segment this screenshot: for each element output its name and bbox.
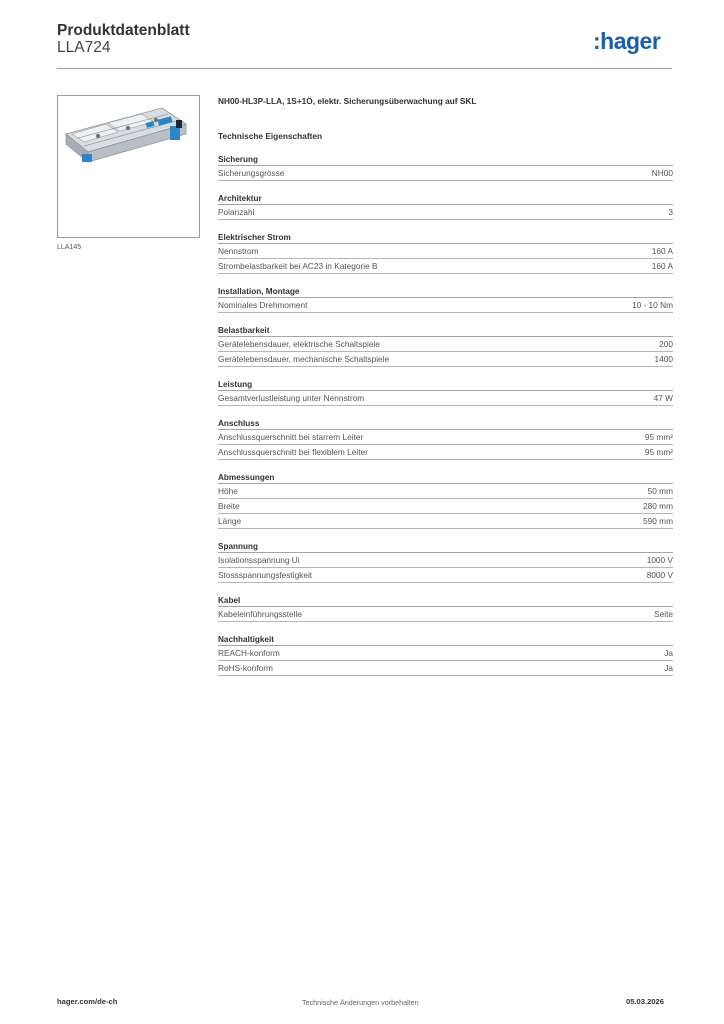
- spec-row: [218, 259, 673, 274]
- page-title: Produktdatenblatt: [57, 22, 190, 39]
- spec-row: [218, 553, 673, 568]
- spec-group-title: Leistung: [218, 377, 673, 391]
- spec-row: [218, 661, 673, 676]
- spec-value: Ja: [664, 648, 673, 658]
- spec-value: 8000 V: [646, 570, 673, 580]
- spec-value: 1000 V: [646, 555, 673, 565]
- spec-group-title: Elektrischer Strom: [218, 230, 673, 244]
- spec-label: Gerätelebensdauer, elektrische Schaltspiele: [218, 339, 380, 349]
- spec-value: 10 - 10 Nm: [631, 300, 673, 310]
- spec-label: Kabeleinführungsstelle: [218, 609, 302, 619]
- spec-label: Gesamtverlustleistung unter Nennstrom: [218, 393, 365, 403]
- spec-value: 160 A: [651, 261, 673, 271]
- spec-row: [218, 337, 673, 352]
- spec-row: [218, 352, 673, 367]
- spec-value: 47 W: [653, 393, 673, 403]
- spec-group-title: Spannung: [218, 539, 673, 553]
- spec-value: 200: [659, 339, 673, 349]
- spec-label: Sicherungsgrösse: [218, 168, 285, 178]
- spec-label: Isolationsspannung Ui: [218, 555, 300, 565]
- spec-value: 50 mm: [647, 486, 673, 496]
- header-divider: [57, 68, 672, 69]
- spec-row: [218, 445, 673, 460]
- footer-website-link[interactable]: hager.com/de-ch: [57, 997, 118, 1006]
- spec-label: Strombelastbarkeit bei AC23 in Kategorie B: [218, 261, 378, 271]
- spec-row: [218, 298, 673, 313]
- spec-label: Anschlussquerschnitt bei flexiblem Leiter: [218, 447, 368, 457]
- spec-label: Anschlussquerschnitt bei starrem Leiter: [218, 432, 364, 442]
- spec-label: Nominales Drehmoment: [218, 300, 308, 310]
- product-image: [57, 95, 200, 238]
- spec-group-title: Sicherung: [218, 152, 673, 166]
- spec-group-title: Architektur: [218, 191, 673, 205]
- spec-row: [218, 646, 673, 661]
- spec-label: Höhe: [218, 486, 238, 496]
- spec-row: [218, 391, 673, 406]
- product-code: LLA724: [57, 39, 111, 56]
- spec-value: Seite: [654, 609, 673, 619]
- spec-label: Polanzahl: [218, 207, 255, 217]
- spec-label: Länge: [218, 516, 242, 526]
- spec-label: Stossspannungsfestigkeit: [218, 570, 313, 580]
- spec-row: [218, 514, 673, 529]
- spec-group-title: Anschluss: [218, 416, 673, 430]
- spec-row: [218, 244, 673, 259]
- footer-date: 05.03.2026: [626, 997, 665, 1006]
- spec-label: Breite: [218, 501, 240, 511]
- spec-row: [218, 499, 673, 514]
- spec-group-title: Nachhaltigkeit: [218, 632, 673, 646]
- spec-value: 1400: [654, 354, 673, 364]
- spec-value: 160 A: [651, 246, 673, 256]
- spec-value: Ja: [664, 663, 673, 673]
- spec-label: Nennstrom: [218, 246, 259, 256]
- spec-value: 280 mm: [643, 501, 673, 511]
- spec-row: [218, 205, 673, 220]
- spec-row: [218, 568, 673, 583]
- spec-label: REACH-konform: [218, 648, 280, 658]
- spec-value: 95 mm²: [644, 447, 673, 457]
- spec-row: [218, 430, 673, 445]
- spec-table: [218, 152, 673, 676]
- spec-row: [218, 607, 673, 622]
- spec-value: NH00: [651, 168, 673, 178]
- spec-group-title: Kabel: [218, 593, 673, 607]
- spec-group-title: Abmessungen: [218, 470, 673, 484]
- spec-value: 590 mm: [643, 516, 673, 526]
- product-description: NH00-HL3P-LLA, 1S+1Ö, elektr. Sicherungsüberwachung auf SKL: [218, 96, 477, 106]
- product-illustration-icon: [58, 96, 199, 237]
- footer-notice: Technische Änderungen vorbehalten: [302, 998, 419, 1007]
- hager-logo[interactable]: :hager: [593, 28, 661, 54]
- image-caption: LLA145: [57, 244, 82, 251]
- spec-value: 95 mm²: [644, 432, 673, 442]
- section-heading: Technische Eigenschaften: [218, 131, 323, 141]
- spec-row: [218, 166, 673, 181]
- spec-row: [218, 484, 673, 499]
- spec-label: Gerätelebensdauer, mechanische Schaltspiele: [218, 354, 390, 364]
- spec-group-title: Belastbarkeit: [218, 323, 673, 337]
- spec-label: RoHS-konform: [218, 663, 273, 673]
- spec-value: 3: [668, 207, 673, 217]
- spec-group-title: Installation, Montage: [218, 284, 673, 298]
